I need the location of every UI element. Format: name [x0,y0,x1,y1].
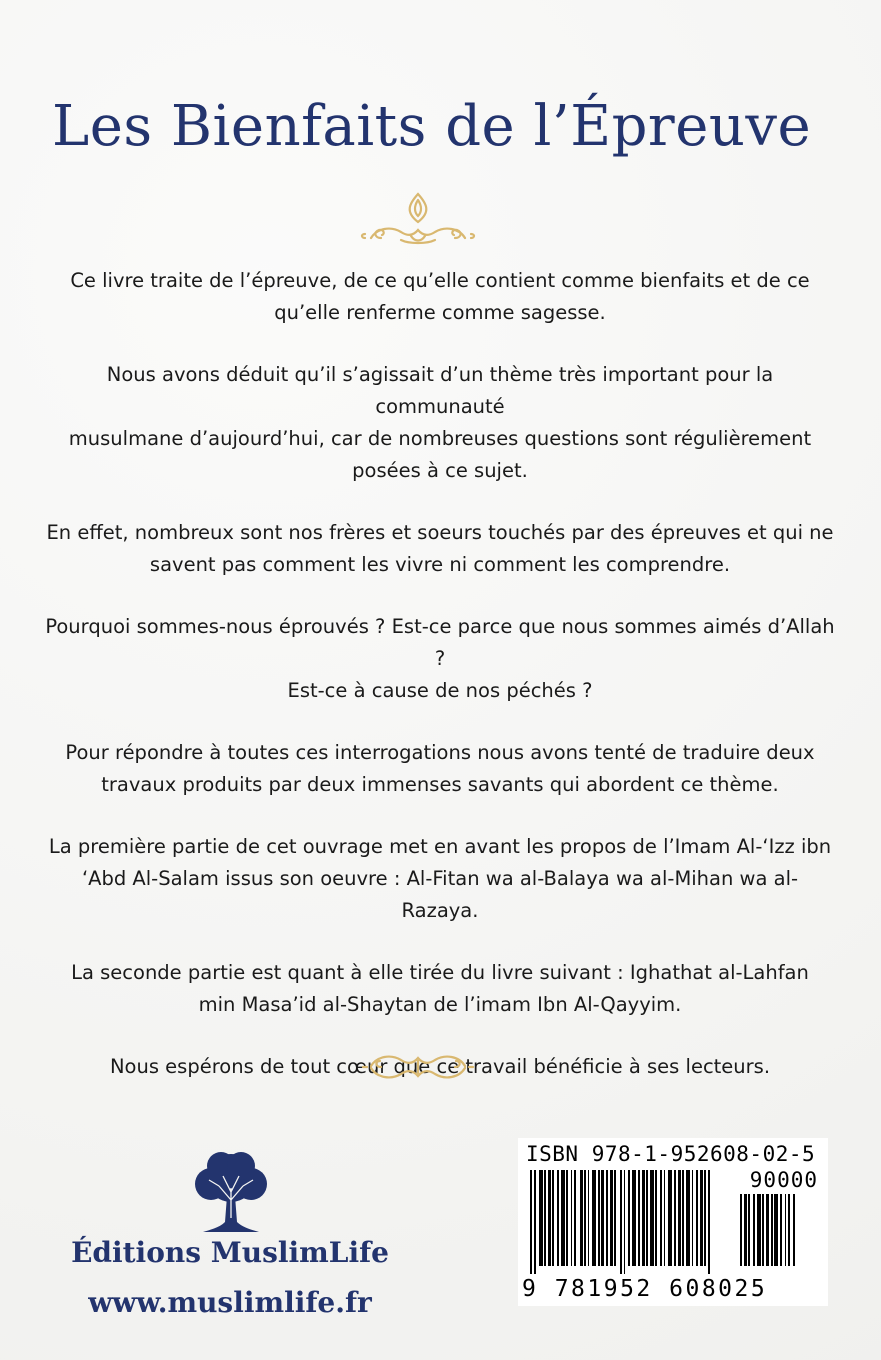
barcode-bar [686,1170,690,1266]
barcode-bar [601,1170,604,1266]
barcode-bar [748,1194,750,1266]
barcode-bar [678,1170,681,1266]
barcode-bar [557,1170,559,1266]
paragraph-1: Ce livre traite de l’épreuve, de ce qu’elle contient comme bienfaits et de ce qu’elle renferme comme sagesse. [70,269,810,324]
barcode-bar [574,1170,576,1266]
barcode-bar [571,1170,572,1266]
barcode-bar [584,1170,586,1266]
barcode-bar [606,1170,608,1266]
barcode-bar [757,1194,761,1266]
paragraph-2: Nous avons déduit qu’il s’agissait d’un thème très important pour la communauté musulmane d’aujourd’hui, car de nombreuses questions sont régulièrement posées à ce sujet. [68,363,812,482]
barcode-bar [544,1170,546,1266]
barcode-bar [704,1170,706,1266]
publisher-name: Éditions MuslimLife [71,1236,389,1269]
barcode-bar [561,1170,565,1266]
barcode-bar [774,1194,778,1266]
barcode-bar [692,1170,693,1266]
paragraph-3: En effet, nombreux sont nos frères et soeurs touchés par des épreuves et qui ne savent pas comment les vivre ni comment les comprendre. [46,521,834,576]
paragraph-8: Nous espérons de tout cœur que ce travail bénéficie à ses lecteurs. [109,1055,771,1078]
barcode-bar [744,1194,747,1266]
barcode-bar [674,1170,676,1266]
barcode-bar [753,1194,755,1266]
barcode-bar [566,1170,568,1266]
barcode-bar [696,1170,698,1266]
barcode-bar [740,1194,742,1266]
barcode-bar [614,1170,616,1266]
barcode-bar [788,1194,790,1266]
barcode-bar [793,1194,795,1266]
barcode-bar [580,1170,583,1266]
barcode-bars [530,1170,730,1274]
barcode-bar [598,1170,600,1266]
isbn-barcode [518,1138,828,1306]
barcode-bar [624,1170,625,1274]
paragraph-6: La première partie de cet ouvrage met en avant les propos de l’Imam Al-‘Izz ibn ‘Abd Al-Salam issus son oeuvre : Al-Fitan wa al-Balaya wa al-Mihan wa al- Razaya. [48,835,832,922]
barcode-bar [785,1194,786,1266]
back-cover-description [40,265,840,1113]
barcode-bar [610,1170,613,1266]
paragraph-4: Pourquoi sommes-nous éprouvés ? Est-ce parce que nous sommes aimés d’Allah ? Est-ce à cause de nos péchés ? [45,615,835,702]
barcode-bar [766,1194,769,1266]
barcode-bar [642,1170,645,1266]
ornament-bottom-icon [357,1046,479,1086]
barcode-bar [638,1170,640,1266]
barcode-bar [650,1170,654,1266]
barcode-bar [668,1170,672,1266]
barcode-bar [552,1170,554,1266]
paragraph-7: La seconde partie est quant à elle tirée du livre suivant : Ighathat al-Lahfan min Masa’id al-Shaytan de l’imam Ibn Al-Qayyim. [71,961,809,1016]
barcode-bar [628,1170,630,1266]
barcode-bar [530,1170,532,1274]
barcode-bar [780,1194,782,1266]
barcode-bar [539,1170,543,1266]
ornament-top-icon [357,192,479,248]
ean-number: 9 781952 608025 [522,1276,768,1302]
barcode-bar [646,1170,648,1266]
barcode-bar [588,1170,589,1266]
barcode-bar [548,1170,551,1266]
paragraph-5: Pour répondre à toutes ces interrogations nous avons tenté de traduire deux travaux produits par deux immenses savants qui abordent ce thème. [65,741,815,796]
barcode-bar [708,1170,710,1274]
barcode-bar [762,1194,764,1266]
barcode-bar [664,1170,665,1266]
price-code: 90000 [749,1168,818,1192]
barcode-bar [592,1170,596,1266]
isbn-label: ISBN 978-1-952608-02-5 [526,1142,816,1166]
barcode-bar [682,1170,684,1266]
barcode-bar [700,1170,703,1266]
barcode-bar [534,1170,536,1274]
barcode-bar [655,1170,657,1266]
barcode-addon-bars [740,1194,818,1274]
tree-icon [183,1148,279,1238]
barcode-bar [632,1170,636,1266]
barcode-bar [620,1170,622,1274]
book-title: Les Bienfaits de l’Épreuve [52,94,812,159]
barcode-bar [771,1194,773,1266]
publisher-website: www.muslimlife.fr [88,1286,372,1319]
barcode-bar [660,1170,662,1266]
